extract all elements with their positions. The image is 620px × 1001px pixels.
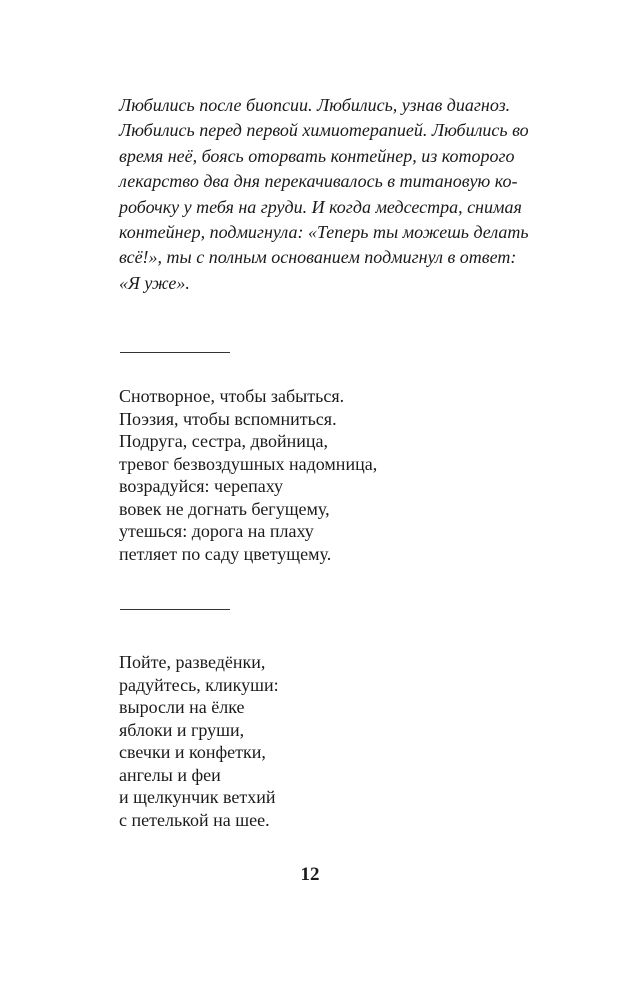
prose-line: Любились перед первой химиотерапией. Любились во: [119, 120, 529, 141]
poem-line: и щелкунчик ветхий: [119, 787, 276, 807]
poem-line: Пойте, разведёнки,: [119, 652, 266, 672]
poem-line: свечки и конфетки,: [119, 742, 266, 762]
prose-line: Любились после биопсии. Любились, узнав диагноз.: [119, 95, 511, 115]
poem-line: петляет по саду цветущему.: [119, 543, 332, 564]
prose-line: лекарство два дня перекачивалось в титановую ко-: [119, 171, 518, 192]
poem-line: Снотворное, чтобы забыться.: [119, 386, 345, 406]
poem-line: с петелькой на шее.: [119, 809, 270, 830]
poem-stanza-1: [119, 385, 377, 565]
section-divider: [120, 609, 230, 610]
prose-line: время неё, боясь оторвать контейнер, из которого: [119, 145, 515, 166]
prose-line: всё!», ты с полным основанием подмигнул в ответ:: [119, 247, 517, 268]
poem-line: радуйтесь, кликуши:: [119, 674, 279, 695]
poem-line: возрадуйся: черепаху: [119, 476, 284, 496]
prose-line: «Я уже».: [119, 272, 190, 293]
poem-line: утешься: дорога на плаху: [119, 521, 314, 541]
poem-line: Подруга, сестра, двойница,: [119, 431, 329, 451]
prose-line: робочку у тебя на груди. И когда медсестра, снимая: [119, 196, 522, 217]
poem-line: тревог безвоздушных надомница,: [119, 453, 378, 474]
poem-line: ангелы и феи: [119, 764, 221, 785]
poem-line: Поэзия, чтобы вспомниться.: [119, 408, 337, 429]
poem-stanza-2: [119, 651, 279, 831]
section-divider: [120, 352, 230, 353]
poem-line: яблоки и груши,: [119, 719, 245, 740]
poem-line: вовек не догнать бегущему,: [119, 498, 330, 519]
prose-paragraph: [119, 93, 529, 296]
page-number: 12: [300, 864, 320, 885]
poem-line: выросли на ёлке: [119, 697, 245, 717]
prose-line: контейнер, подмигнула: «Теперь ты можешь делать: [119, 222, 529, 243]
